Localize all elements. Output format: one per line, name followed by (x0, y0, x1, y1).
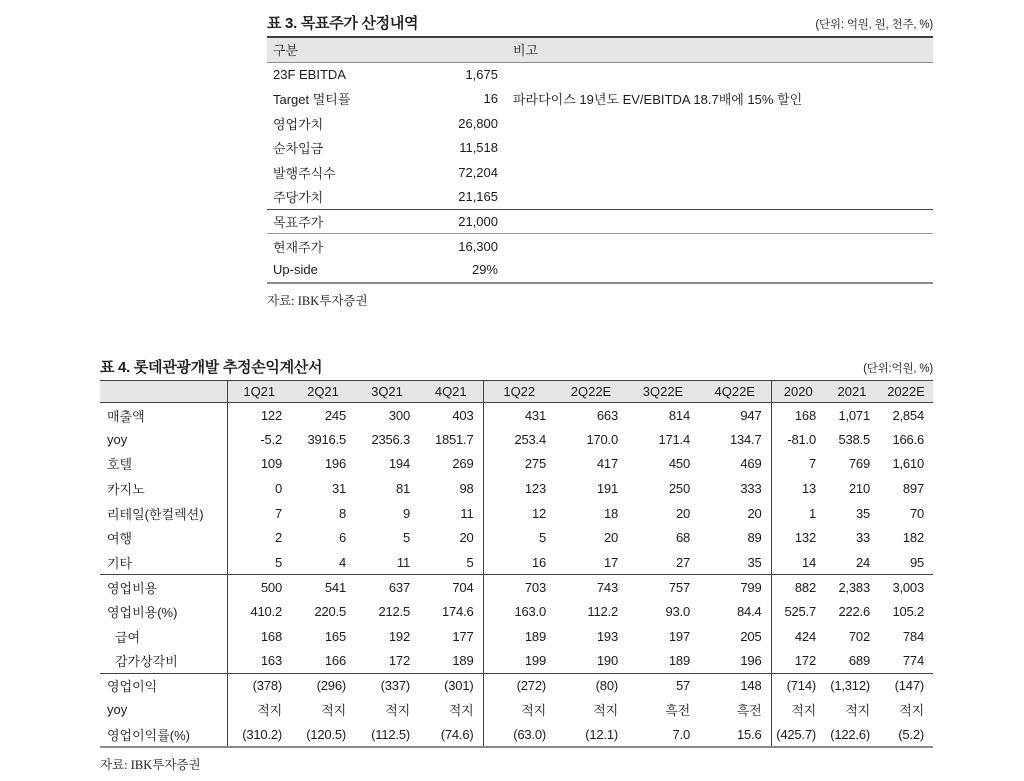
cell-value: 132 (771, 525, 825, 550)
cell-value: 172 (388, 652, 410, 668)
cell-value: 105.2 (892, 604, 924, 620)
table4-section (100, 356, 933, 773)
table4-row (100, 452, 933, 477)
cell-value: 11 (460, 505, 474, 521)
table4-title: 표 4. 롯데관광개발 추정손익계산서 (100, 359, 323, 376)
cell-value: (74.6) (440, 726, 474, 742)
table3-col-bigo: 비고 (500, 37, 933, 62)
table3-title: 표 3. 목표주가 산정내역 (267, 15, 419, 32)
cell-value: 166.6 (892, 431, 924, 447)
cell-value: 11 (396, 554, 410, 570)
row-value: 29% (471, 262, 498, 278)
row-label: 발행주식수 (273, 165, 336, 181)
row-label: 영업이익률(%) (107, 727, 191, 743)
cell-value: 24 (855, 554, 870, 570)
cell-value: 253.4 (483, 427, 555, 452)
cell-value: 27 (675, 554, 690, 570)
cell-value: 5 (227, 550, 291, 575)
cell-value: 16 (483, 550, 555, 575)
row-label: yoy (107, 702, 128, 718)
cell-value: 2 (227, 525, 291, 550)
cell-value: 168 (227, 624, 291, 649)
cell-value: 193 (596, 628, 618, 644)
row-label: 카지노 (107, 482, 145, 498)
table3-row (267, 258, 933, 283)
cell-value: (378) (227, 673, 291, 698)
row-label: 영업비용(%) (107, 605, 178, 621)
row-value: 11,518 (459, 140, 498, 156)
table3-row (267, 136, 933, 161)
cell-value: 269 (452, 456, 474, 472)
row-note (500, 160, 933, 185)
cell-value: 68 (675, 530, 690, 546)
cell-value: 177 (452, 628, 474, 644)
cell-value: 469 (740, 456, 762, 472)
row-label: 리테일(한컬렉션) (107, 506, 204, 522)
row-label: 영업비용 (100, 575, 227, 600)
cell-value: 702 (848, 628, 870, 644)
cell-value: 109 (227, 452, 291, 477)
cell-value: 182 (902, 530, 924, 546)
cell-value: 743 (555, 575, 627, 600)
row-label: 감가상각비 (115, 653, 178, 669)
cell-value: 192 (388, 628, 410, 644)
cell-value: 6 (338, 530, 346, 546)
table3-row (267, 160, 933, 185)
cell-value: 적지 (448, 703, 474, 719)
cell-value: 적지 (227, 698, 291, 723)
cell-value: 33 (855, 530, 870, 546)
cell-value: 814 (668, 407, 690, 423)
cell-value: 3,003 (879, 575, 933, 600)
cell-value: 7 (771, 452, 825, 477)
cell-value: 적지 (899, 703, 924, 719)
cell-value: 112.2 (587, 604, 618, 620)
cell-value: 흑전 (665, 703, 690, 719)
cell-value: 15.6 (736, 726, 762, 742)
table4-col-1Q22: 1Q22 (483, 381, 555, 403)
table3-col-gubun: 구분 (267, 37, 432, 62)
cell-value: 84.4 (736, 604, 762, 620)
table4-row (100, 403, 933, 428)
row-note (500, 185, 933, 210)
cell-value: 424 (771, 624, 825, 649)
row-label: Target 멀티플 (273, 92, 351, 108)
cell-value: (1,312) (825, 673, 879, 698)
row-label: 영업이익 (100, 673, 227, 698)
row-value: 16,300 (432, 234, 500, 259)
row-label: 목표주가 (267, 209, 432, 234)
cell-value: 89 (747, 530, 762, 546)
row-label: 순차입금 (273, 141, 324, 157)
cell-value: 882 (771, 575, 825, 600)
row-note (500, 234, 933, 259)
cell-value: (80) (555, 673, 627, 698)
income-statement-table (100, 380, 933, 748)
table4-row (100, 722, 933, 747)
cell-value: 35 (855, 505, 870, 521)
cell-value: 35 (747, 554, 762, 570)
table4-row (100, 550, 933, 575)
row-label: 여행 (107, 531, 133, 547)
cell-value: 93.0 (665, 604, 690, 620)
cell-value: 189 (452, 652, 474, 668)
table4-row (100, 624, 933, 649)
row-note (500, 209, 933, 234)
row-value: 21,000 (432, 209, 500, 234)
cell-value: 168 (771, 403, 825, 428)
table3-row (267, 62, 933, 87)
cell-value: 199 (483, 648, 555, 673)
cell-value: 7 (227, 501, 291, 526)
cell-value: 20 (459, 530, 474, 546)
table4-col-4Q22E: 4Q22E (699, 381, 771, 403)
cell-value: 1,610 (892, 456, 924, 472)
row-value: 16 (483, 91, 498, 107)
cell-value: 703 (483, 575, 555, 600)
cell-value: 210 (848, 481, 870, 497)
table4-row (100, 575, 933, 600)
cell-value: (337) (355, 673, 419, 698)
table4-col-2021: 2021 (825, 381, 879, 403)
cell-value: 9 (402, 505, 410, 521)
table4-col-3Q21: 3Q21 (355, 381, 419, 403)
cell-value: 410.2 (227, 599, 291, 624)
table3-header-row (267, 37, 933, 62)
cell-value: 5 (466, 554, 474, 570)
table4-col-label (100, 381, 227, 403)
cell-value: 171.4 (658, 431, 690, 447)
cell-value: 197 (668, 628, 690, 644)
table4-row (100, 525, 933, 550)
table3-section (267, 12, 933, 309)
row-label: 기타 (107, 555, 133, 571)
row-note (500, 258, 933, 283)
cell-value: 163 (227, 648, 291, 673)
cell-value: 212.5 (378, 604, 410, 620)
cell-value: (147) (879, 673, 933, 698)
cell-value: 196 (740, 652, 762, 668)
cell-value: 1,071 (838, 407, 870, 423)
cell-value: 417 (596, 456, 618, 472)
table4-unit-label: (단위:억원, %) (863, 363, 933, 375)
cell-value: 123 (483, 476, 555, 501)
table4-row (100, 427, 933, 452)
cell-value: 흑전 (736, 703, 762, 719)
cell-value: (12.1) (585, 726, 618, 742)
table4-col-2Q21: 2Q21 (291, 381, 355, 403)
table4-col-2022E: 2022E (879, 381, 933, 403)
cell-value: 적지 (845, 703, 870, 719)
cell-value: 189 (668, 652, 690, 668)
table3-row (267, 209, 933, 234)
cell-value: 20 (603, 530, 618, 546)
table3-row (267, 234, 933, 259)
cell-value: (296) (291, 673, 355, 698)
cell-value: -81.0 (771, 427, 825, 452)
cell-value: 784 (902, 628, 924, 644)
table3-source: 자료: IBK투자증권 (267, 293, 368, 308)
table3-row (267, 111, 933, 136)
cell-value: 500 (227, 575, 291, 600)
cell-value: 245 (324, 407, 346, 423)
cell-value: 174.6 (441, 604, 474, 620)
cell-value: 538.5 (838, 431, 870, 447)
table4-col-2020: 2020 (771, 381, 825, 403)
cell-value: 17 (603, 554, 618, 570)
cell-value: (63.0) (483, 722, 555, 747)
table4-row (100, 599, 933, 624)
cell-value: (120.5) (306, 726, 346, 742)
cell-value: 403 (452, 407, 474, 423)
table3-row (267, 87, 933, 112)
cell-value: 1 (771, 501, 825, 526)
cell-value: 2,383 (825, 575, 879, 600)
table4-col-3Q22E: 3Q22E (627, 381, 699, 403)
cell-value: 4 (338, 554, 346, 570)
cell-value: 190 (596, 652, 618, 668)
table4-col-4Q21: 4Q21 (419, 381, 483, 403)
cell-value: 1851.7 (434, 431, 474, 447)
cell-value: 5 (402, 530, 410, 546)
cell-value: (112.5) (371, 726, 410, 742)
cell-value: 적지 (483, 698, 555, 723)
cell-value: 196 (324, 456, 346, 472)
row-label: 현재주가 (267, 234, 432, 259)
row-label: 주당가치 (273, 190, 324, 205)
table4-col-2Q22E: 2Q22E (555, 381, 627, 403)
cell-value: 134.7 (729, 431, 762, 447)
cell-value: 165 (324, 628, 346, 644)
cell-value: 897 (902, 481, 924, 497)
cell-value: -5.2 (227, 427, 291, 452)
cell-value: 81 (395, 481, 410, 497)
cell-value: 적지 (771, 698, 825, 723)
cell-value: 7.0 (672, 726, 690, 742)
table4-col-1Q21: 1Q21 (227, 381, 291, 403)
table4-source: 자료: IBK투자증권 (100, 757, 201, 772)
table4-row (100, 476, 933, 501)
table4-row (100, 648, 933, 673)
cell-value: (122.6) (830, 726, 870, 742)
row-label: 23F EBITDA (273, 67, 346, 82)
row-value: 72,204 (458, 164, 498, 180)
cell-value: 13 (771, 476, 825, 501)
table3-header-bar (267, 12, 933, 34)
cell-value: 적지 (321, 703, 346, 719)
row-label: 매출액 (107, 408, 145, 424)
cell-value: 122 (227, 403, 291, 428)
cell-value: 20 (675, 505, 690, 521)
cell-value: 774 (902, 652, 924, 668)
table3-row (267, 185, 933, 210)
target-price-table (267, 36, 933, 284)
row-note (500, 136, 933, 161)
cell-value: 70 (909, 505, 924, 521)
cell-value: 172 (771, 648, 825, 673)
cell-value: 14 (771, 550, 825, 575)
cell-value: 20 (747, 505, 762, 521)
cell-value: 8 (338, 505, 346, 521)
cell-value: 98 (459, 481, 474, 497)
table4-header-row (100, 381, 933, 403)
cell-value: 0 (227, 476, 291, 501)
row-note: 파라다이스 19년도 EV/EBITDA 18.7배에 15% 할인 (513, 92, 803, 108)
cell-value: 31 (331, 481, 346, 497)
cell-value: (310.2) (227, 722, 291, 747)
cell-value: 525.7 (771, 599, 825, 624)
cell-value: 250 (668, 481, 690, 497)
cell-value: 222.6 (838, 604, 870, 620)
cell-value: (5.2) (898, 726, 924, 742)
row-label: Up-side (273, 262, 318, 278)
cell-value: 18 (603, 505, 618, 521)
row-note (500, 62, 933, 87)
cell-value: 189 (483, 624, 555, 649)
cell-value: 170.0 (586, 431, 618, 447)
cell-value: 663 (596, 407, 618, 423)
cell-value: 194 (388, 456, 410, 472)
cell-value: (301) (419, 673, 483, 698)
table3-col-value (432, 37, 500, 62)
row-label: 영업가치 (273, 116, 324, 132)
cell-value: 166 (324, 652, 346, 668)
cell-value: 333 (740, 481, 762, 497)
cell-value: 2356.3 (371, 431, 410, 447)
table4-row (100, 698, 933, 723)
cell-value: 3916.5 (307, 431, 346, 447)
cell-value: 757 (627, 575, 699, 600)
cell-value: (425.7) (771, 722, 825, 747)
row-label: yoy (107, 431, 128, 447)
cell-value: 704 (419, 575, 483, 600)
row-note (500, 111, 933, 136)
row-value: 26,800 (458, 115, 498, 131)
cell-value: 163.0 (483, 599, 555, 624)
cell-value: 541 (291, 575, 355, 600)
cell-value: 431 (483, 403, 555, 428)
cell-value: (714) (771, 673, 825, 698)
cell-value: 148 (699, 673, 771, 698)
cell-value: 95 (909, 554, 924, 570)
cell-value: 205 (740, 628, 762, 644)
cell-value: (272) (483, 673, 555, 698)
cell-value: 적지 (385, 703, 410, 719)
table4-row (100, 501, 933, 526)
cell-value: 799 (699, 575, 771, 600)
cell-value: 220.5 (314, 604, 346, 620)
table4-row (100, 673, 933, 698)
cell-value: 450 (668, 456, 690, 472)
cell-value: 191 (596, 481, 618, 497)
cell-value: 689 (848, 652, 870, 668)
row-label: 호텔 (107, 457, 133, 473)
cell-value: 769 (848, 456, 870, 472)
table4-header-bar (100, 356, 933, 378)
row-value: 21,165 (458, 189, 498, 204)
cell-value: 637 (355, 575, 419, 600)
cell-value: 57 (627, 673, 699, 698)
cell-value: 2,854 (892, 407, 924, 423)
table3-unit-label: (단위: 억원, 원, 천주, %) (815, 19, 933, 31)
cell-value: 947 (740, 407, 762, 423)
cell-value: 5 (483, 525, 555, 550)
cell-value: 275 (483, 452, 555, 477)
row-label: 급여 (115, 629, 141, 645)
cell-value: 12 (483, 501, 555, 526)
cell-value: 적지 (593, 703, 618, 719)
cell-value: 300 (388, 407, 410, 423)
row-value: 1,675 (465, 67, 498, 82)
